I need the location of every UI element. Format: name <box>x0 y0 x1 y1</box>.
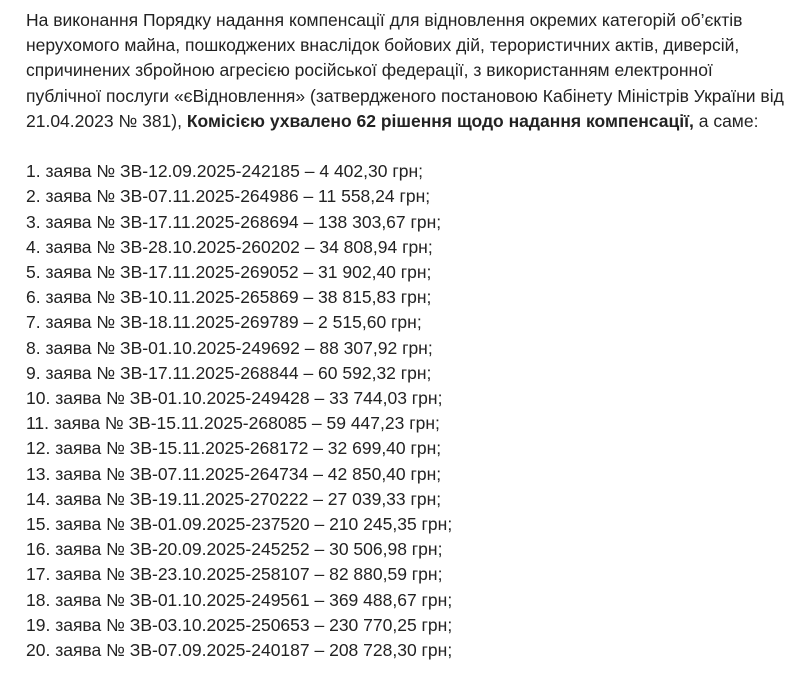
intro-bold-text: Комісією ухвалено 62 рішення щодо надання компенсації, <box>186 110 694 131</box>
claim-item: 12. заява № ЗВ-15.11.2025-268172 – 32 699,40 грн; <box>26 438 442 459</box>
claim-item: 5. заява № ЗВ-17.11.2025-269052 – 31 902,40 грн; <box>26 262 432 283</box>
claims-list <box>26 159 786 663</box>
claim-item: 15. заява № ЗВ-01.09.2025-237520 – 210 245,35 грн; <box>26 514 453 535</box>
intro-text: На виконання Порядку надання компенсації для відновлення окремих категорій об’єктів нерухомого майна, пошкоджених внаслідок бойових дій, терористичних актів, диверсій, спричинених збройною агресією російської федерації, з використанням електронної публічної послуги «єВідновлення» (затвердженого постановою Кабінету Міністрів України від 21.04.2023 № 381), <box>26 10 784 131</box>
claim-item: 4. заява № ЗВ-28.10.2025-260202 – 34 808,94 грн; <box>26 236 433 257</box>
claim-item: 17. заява № ЗВ-23.10.2025-258107 – 82 880,59 грн; <box>26 564 443 585</box>
claim-item: 19. заява № ЗВ-03.10.2025-250653 – 230 770,25 грн; <box>26 614 453 635</box>
claim-item: 7. заява № ЗВ-18.11.2025-269789 – 2 515,60 грн; <box>26 312 422 333</box>
paragraph-spacer <box>26 134 786 159</box>
claim-item: 9. заява № ЗВ-17.11.2025-268844 – 60 592,32 грн; <box>26 362 432 383</box>
claim-item: 20. заява № ЗВ-07.09.2025-240187 – 208 728,30 грн; <box>26 640 453 661</box>
claim-item: 18. заява № ЗВ-01.10.2025-249561 – 369 488,67 грн; <box>26 589 453 610</box>
claim-item: 11. заява № ЗВ-15.11.2025-268085 – 59 447,23 грн; <box>26 413 440 434</box>
claim-item: 2. заява № ЗВ-07.11.2025-264986 – 11 558,24 грн; <box>26 186 431 207</box>
intro-paragraph <box>26 8 786 134</box>
claim-item: 13. заява № ЗВ-07.11.2025-264734 – 42 850,40 грн; <box>26 463 442 484</box>
intro-text-end: а саме: <box>693 110 759 131</box>
claim-item: 6. заява № ЗВ-10.11.2025-265869 – 38 815,83 грн; <box>26 287 432 308</box>
claim-item: 8. заява № ЗВ-01.10.2025-249692 – 88 307,92 грн; <box>26 337 433 358</box>
claim-item: 10. заява № ЗВ-01.10.2025-249428 – 33 744,03 грн; <box>26 388 443 409</box>
claim-item: 14. заява № ЗВ-19.11.2025-270222 – 27 039,33 грн; <box>26 488 442 509</box>
claim-item: 3. заява № ЗВ-17.11.2025-268694 – 138 303,67 грн; <box>26 211 442 232</box>
claim-item: 16. заява № ЗВ-20.09.2025-245252 – 30 506,98 грн; <box>26 539 443 560</box>
claim-item: 1. заява № ЗВ-12.09.2025-242185 – 4 402,30 грн; <box>26 161 423 182</box>
document-body <box>26 8 786 663</box>
